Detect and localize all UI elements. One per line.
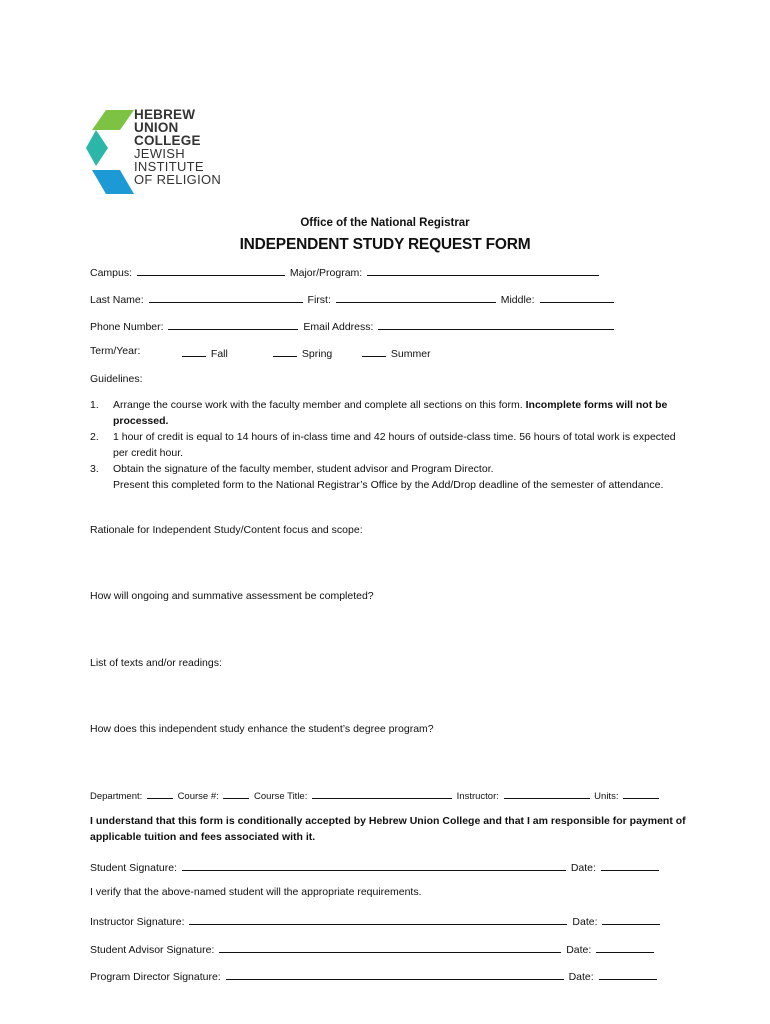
units-label: Units:	[594, 791, 619, 802]
summer-label: Summer	[390, 348, 431, 360]
director-signature-label: Program Director Signature:	[90, 971, 221, 983]
instructor-signature-field[interactable]	[189, 913, 567, 925]
advisor-signature-row	[90, 941, 656, 955]
office-heading: Office of the National Registrar	[300, 217, 470, 229]
question-assessment: How will ongoing and summative assessment be completed?	[90, 590, 374, 602]
student-signature-row	[90, 859, 661, 873]
director-date-label: Date:	[568, 971, 594, 983]
student-signature-label: Student Signature:	[90, 862, 177, 874]
phone-label: Phone Number:	[90, 321, 164, 333]
question-rationale: Rationale for Independent Study/Content focus and scope:	[90, 524, 363, 536]
phone-field[interactable]	[168, 318, 298, 330]
units-field[interactable]	[623, 787, 659, 799]
instructor-date-field[interactable]	[602, 913, 660, 925]
guideline-item	[90, 429, 690, 461]
fall-blank[interactable]	[182, 345, 206, 357]
college-logo	[86, 108, 246, 198]
advisor-date-field[interactable]	[596, 941, 654, 953]
first-name-field[interactable]	[336, 291, 496, 303]
middle-name-label: Middle:	[500, 294, 535, 306]
course-number-field[interactable]	[223, 787, 249, 799]
logo-line-1: HEBREW	[134, 107, 196, 122]
contact-row	[90, 318, 616, 332]
guideline-item	[90, 397, 690, 429]
agreement-statement: I understand that this form is conditionally accepted by Hebrew Union College and that I am responsible for payment of applicable tuition and fees associated with it.	[90, 815, 686, 843]
department-label: Department:	[90, 791, 143, 802]
guideline-number: 1.	[90, 399, 99, 411]
last-name-field[interactable]	[149, 291, 303, 303]
instructor-signature-label: Instructor Signature:	[90, 916, 185, 928]
guideline-text: 1 hour of credit is equal to 14 hours of in-class time and 42 hours of outside-class time. 56 hours of total work is expected per credit hour.	[113, 431, 676, 459]
guideline-number: 2.	[90, 431, 99, 443]
advisor-signature-field[interactable]	[219, 941, 561, 953]
instructor-field[interactable]	[504, 787, 590, 799]
question-readings: List of texts and/or readings:	[90, 657, 222, 669]
department-field[interactable]	[147, 787, 173, 799]
course-row	[90, 787, 661, 802]
course-title-label: Course Title:	[254, 791, 308, 802]
guideline-item	[90, 461, 690, 493]
email-label: Email Address:	[303, 321, 374, 333]
fall-option[interactable]	[180, 345, 228, 360]
summer-blank[interactable]	[362, 345, 386, 357]
last-name-label: Last Name:	[90, 294, 144, 306]
form-title: INDEPENDENT STUDY REQUEST FORM	[239, 236, 531, 253]
director-signature-field[interactable]	[226, 968, 564, 980]
logo-wordmark	[134, 108, 221, 186]
first-name-label: First:	[307, 294, 331, 306]
advisor-date-label: Date:	[566, 944, 592, 956]
guideline-text: Obtain the signature of the faculty member, student advisor and Program Director.	[113, 463, 494, 475]
verify-statement: I verify that the above-named student will the appropriate requirements.	[90, 886, 422, 898]
question-degree: How does this independent study enhance the student’s degree program?	[90, 723, 434, 735]
guideline-text: Arrange the course work with the faculty member and complete all sections on this form.	[113, 399, 526, 411]
guidelines-heading: Guidelines:	[90, 373, 143, 385]
summer-option[interactable]	[360, 345, 431, 360]
student-date-field[interactable]	[601, 859, 659, 871]
fall-label: Fall	[210, 348, 228, 360]
campus-field[interactable]	[137, 264, 285, 276]
major-field[interactable]	[367, 264, 599, 276]
instructor-date-label: Date:	[572, 916, 598, 928]
logo-line-5: INSTITUTE	[134, 159, 204, 174]
advisor-signature-label: Student Advisor Signature:	[90, 944, 215, 956]
logo-line-4: JEWISH	[134, 146, 185, 161]
course-title-field[interactable]	[312, 787, 452, 799]
student-date-label: Date:	[570, 862, 596, 874]
guidelines-list	[90, 397, 690, 493]
instructor-label: Instructor:	[456, 791, 499, 802]
guideline-extra-text: Present this completed form to the National Registrar’s Office by the Add/Drop deadline of the semester of attendance.	[113, 479, 664, 491]
guideline-bold-text: Incomplete forms will not be processed.	[113, 399, 668, 427]
spring-option[interactable]	[271, 345, 332, 360]
spring-label: Spring	[301, 348, 333, 360]
student-signature-field[interactable]	[182, 859, 566, 871]
term-row	[90, 345, 690, 359]
director-signature-row	[90, 968, 659, 982]
logo-mark-icon	[86, 108, 136, 198]
term-label: Term/Year:	[90, 345, 141, 357]
name-row	[90, 291, 616, 305]
logo-line-3: COLLEGE	[134, 133, 201, 148]
major-label: Major/Program:	[289, 267, 363, 279]
campus-label: Campus:	[90, 267, 133, 279]
logo-line-6: OF RELIGION	[134, 172, 222, 187]
email-field[interactable]	[378, 318, 614, 330]
middle-name-field[interactable]	[540, 291, 614, 303]
instructor-signature-row	[90, 913, 662, 927]
guideline-number: 3.	[90, 463, 99, 475]
director-date-field[interactable]	[599, 968, 657, 980]
course-number-label: Course #:	[177, 791, 219, 802]
campus-row	[90, 264, 601, 278]
spring-blank[interactable]	[273, 345, 297, 357]
logo-line-2: UNION	[134, 120, 179, 135]
